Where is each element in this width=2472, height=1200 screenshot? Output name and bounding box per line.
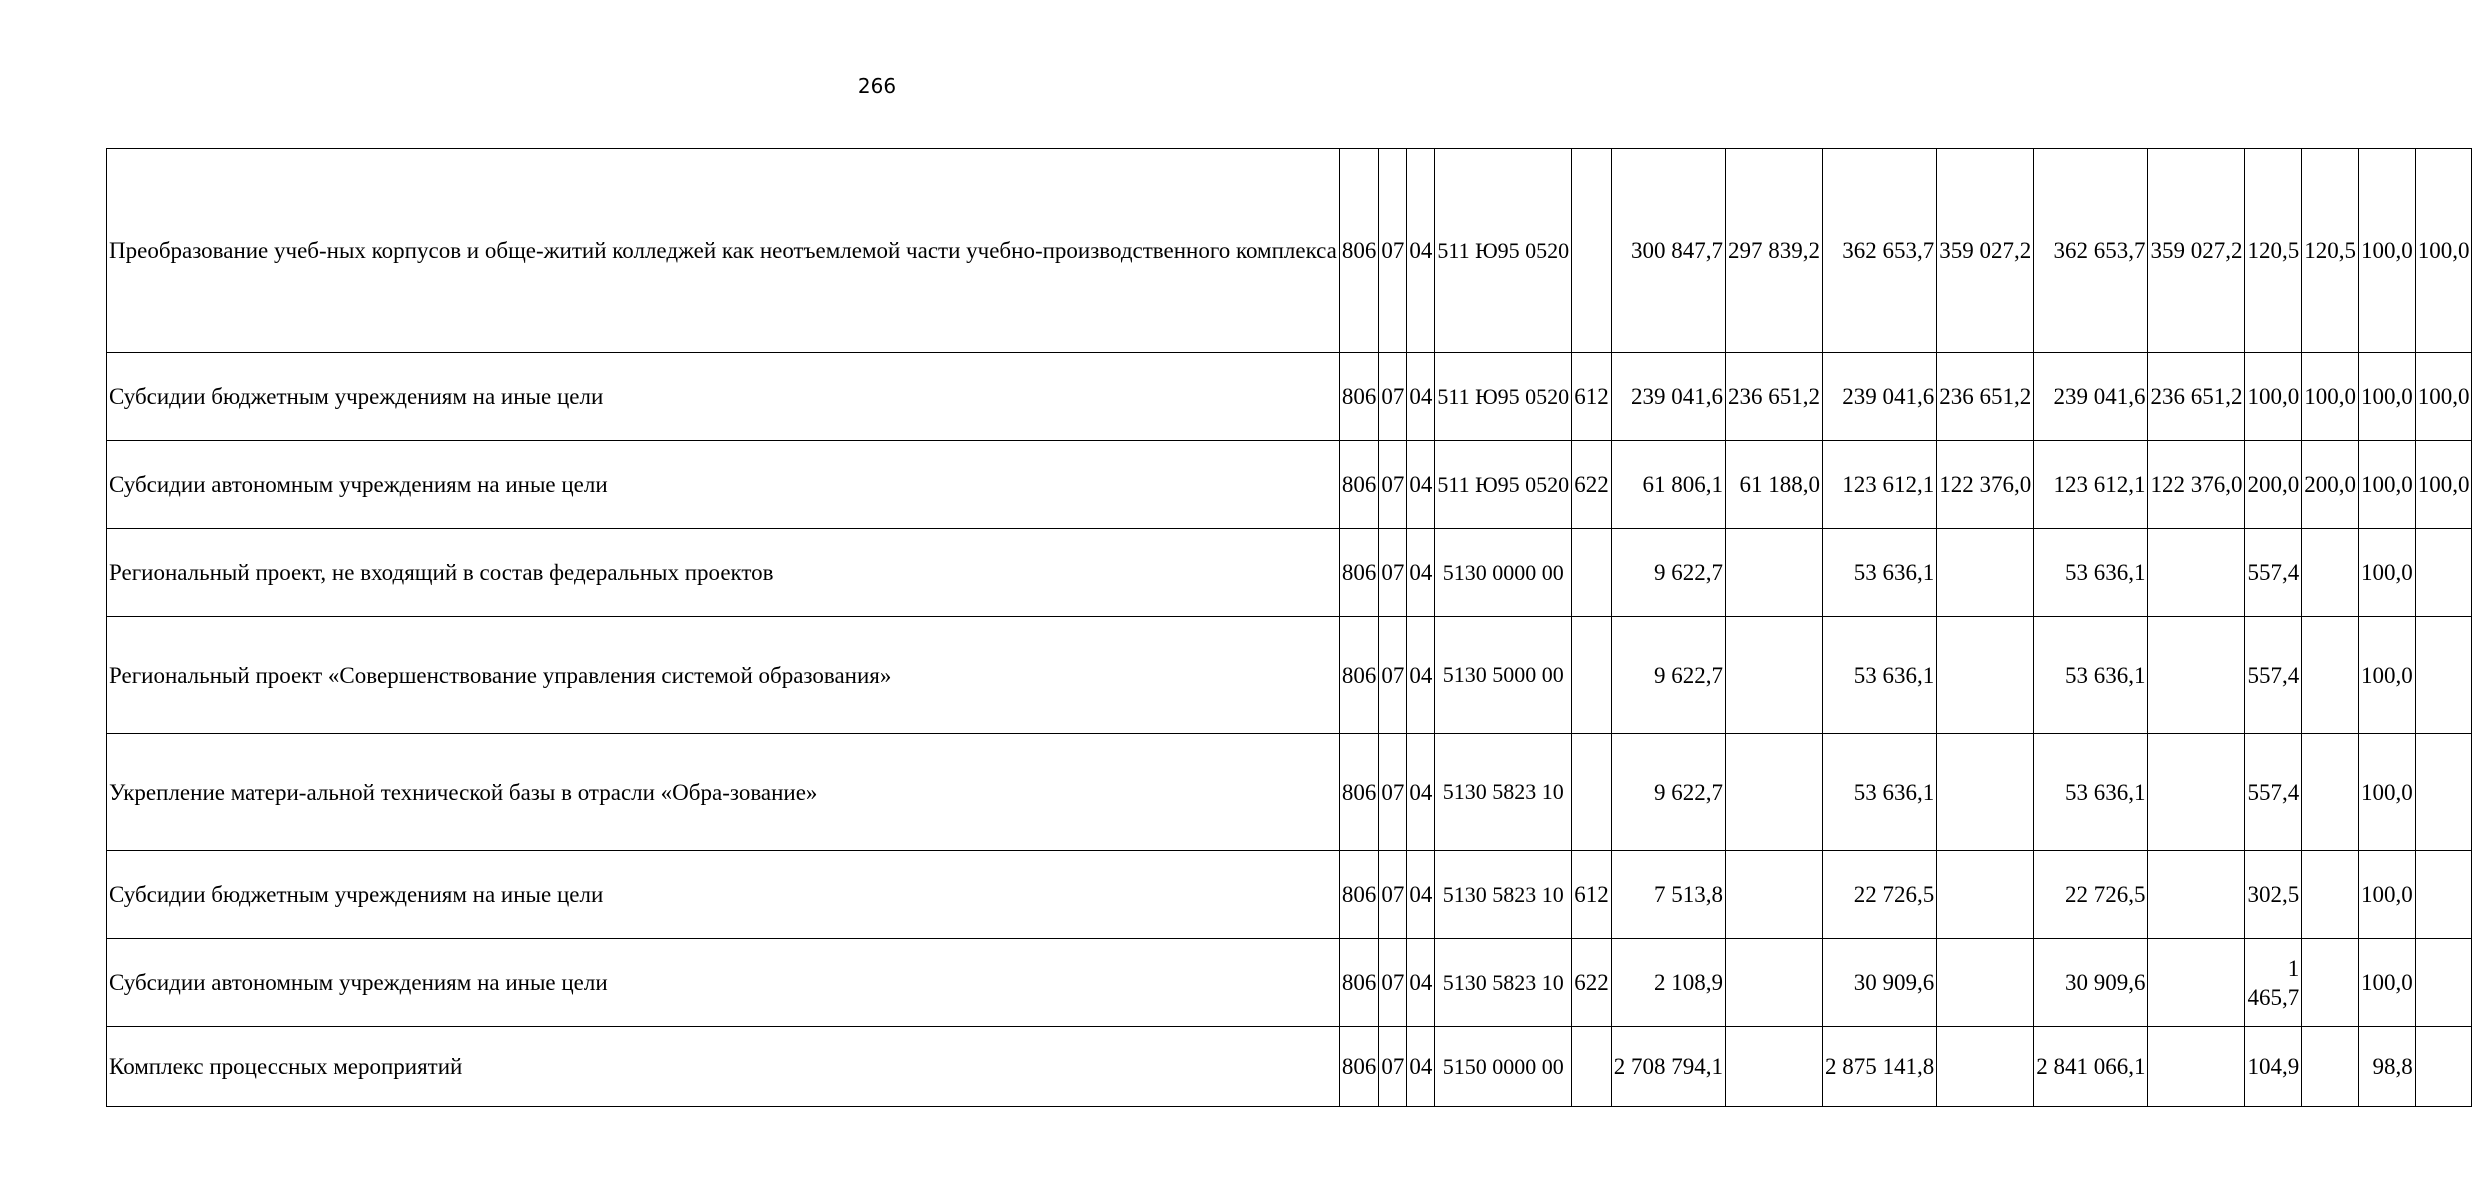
amount-5: 53 636,1 <box>2034 617 2148 734</box>
amount-4 <box>1937 734 2034 851</box>
grbs-code: 806 <box>1339 1027 1379 1107</box>
grbs-code: 806 <box>1339 939 1379 1027</box>
subsection-code: 04 <box>1407 1027 1435 1107</box>
amount-3: 53 636,1 <box>1822 617 1936 734</box>
amount-4 <box>1937 1027 2034 1107</box>
grbs-code: 806 <box>1339 149 1379 353</box>
amount-6 <box>2148 617 2245 734</box>
percent-3: 100,0 <box>2358 441 2415 529</box>
budget-table-body <box>107 149 2472 1107</box>
amount-1: 61 806,1 <box>1611 441 1725 529</box>
section-code: 07 <box>1379 529 1407 617</box>
amount-6 <box>2148 939 2245 1027</box>
amount-3: 123 612,1 <box>1822 441 1936 529</box>
section-code: 07 <box>1379 734 1407 851</box>
percent-1: 557,4 <box>2245 734 2302 851</box>
table-row <box>107 939 2472 1027</box>
amount-4 <box>1937 851 2034 939</box>
target-article-code: 5130 5823 10 <box>1435 939 1572 1027</box>
amount-6: 359 027,2 <box>2148 149 2245 353</box>
amount-2 <box>1725 851 1822 939</box>
percent-1: 1 465,7 <box>2245 939 2302 1027</box>
percent-4 <box>2415 617 2472 734</box>
percent-2 <box>2302 939 2359 1027</box>
expense-type-code <box>1572 149 1612 353</box>
grbs-code: 806 <box>1339 529 1379 617</box>
table-row <box>107 529 2472 617</box>
amount-3: 30 909,6 <box>1822 939 1936 1027</box>
section-code: 07 <box>1379 1027 1407 1107</box>
amount-5: 123 612,1 <box>2034 441 2148 529</box>
grbs-code: 806 <box>1339 734 1379 851</box>
percent-1: 302,5 <box>2245 851 2302 939</box>
amount-1: 9 622,7 <box>1611 734 1725 851</box>
expense-type-code <box>1572 617 1612 734</box>
amount-1: 2 108,9 <box>1611 939 1725 1027</box>
percent-3: 100,0 <box>2358 734 2415 851</box>
row-name: Субсидии автономным учреждениям на иные цели <box>107 939 1340 1027</box>
amount-4 <box>1937 617 2034 734</box>
amount-4: 359 027,2 <box>1937 149 2034 353</box>
table-row <box>107 441 2472 529</box>
expense-type-code: 612 <box>1572 353 1612 441</box>
target-article-code: 5130 5823 10 <box>1435 851 1572 939</box>
amount-3: 239 041,6 <box>1822 353 1936 441</box>
grbs-code: 806 <box>1339 617 1379 734</box>
percent-4: 100,0 <box>2415 353 2472 441</box>
percent-4: 100,0 <box>2415 441 2472 529</box>
percent-3: 100,0 <box>2358 851 2415 939</box>
amount-4 <box>1937 529 2034 617</box>
percent-3: 100,0 <box>2358 529 2415 617</box>
amount-3: 362 653,7 <box>1822 149 1936 353</box>
amount-1: 300 847,7 <box>1611 149 1725 353</box>
table-row <box>107 1027 2472 1107</box>
percent-4 <box>2415 851 2472 939</box>
percent-3: 100,0 <box>2358 149 2415 353</box>
expense-type-code <box>1572 529 1612 617</box>
percent-2: 100,0 <box>2302 353 2359 441</box>
amount-4: 236 651,2 <box>1937 353 2034 441</box>
percent-2 <box>2302 529 2359 617</box>
percent-4: 100,0 <box>2415 149 2472 353</box>
amount-2 <box>1725 734 1822 851</box>
row-name: Преобразование учеб-ных корпусов и обще-житий колледжей как неотъемлемой части учебно-производственного комплекса <box>107 149 1340 353</box>
amount-3: 53 636,1 <box>1822 734 1936 851</box>
percent-3: 98,8 <box>2358 1027 2415 1107</box>
amount-2: 236 651,2 <box>1725 353 1822 441</box>
percent-2: 120,5 <box>2302 149 2359 353</box>
amount-2: 61 188,0 <box>1725 441 1822 529</box>
percent-2 <box>2302 851 2359 939</box>
target-article-code: 5130 0000 00 <box>1435 529 1572 617</box>
target-article-code: 5150 0000 00 <box>1435 1027 1572 1107</box>
expense-type-code: 622 <box>1572 441 1612 529</box>
row-name: Региональный проект, не входящий в состав федеральных проектов <box>107 529 1340 617</box>
percent-4 <box>2415 939 2472 1027</box>
section-code: 07 <box>1379 149 1407 353</box>
percent-1: 120,5 <box>2245 149 2302 353</box>
amount-1: 2 708 794,1 <box>1611 1027 1725 1107</box>
amount-5: 30 909,6 <box>2034 939 2148 1027</box>
percent-1: 104,9 <box>2245 1027 2302 1107</box>
percent-1: 557,4 <box>2245 617 2302 734</box>
subsection-code: 04 <box>1407 617 1435 734</box>
percent-1: 557,4 <box>2245 529 2302 617</box>
subsection-code: 04 <box>1407 441 1435 529</box>
percent-4 <box>2415 1027 2472 1107</box>
target-article-code: 511 Ю95 0520 <box>1435 353 1572 441</box>
amount-3: 22 726,5 <box>1822 851 1936 939</box>
amount-1: 239 041,6 <box>1611 353 1725 441</box>
amount-5: 2 841 066,1 <box>2034 1027 2148 1107</box>
amount-3: 53 636,1 <box>1822 529 1936 617</box>
amount-5: 53 636,1 <box>2034 529 2148 617</box>
amount-2 <box>1725 529 1822 617</box>
section-code: 07 <box>1379 851 1407 939</box>
target-article-code: 5130 5000 00 <box>1435 617 1572 734</box>
amount-5: 53 636,1 <box>2034 734 2148 851</box>
amount-2 <box>1725 617 1822 734</box>
row-name: Укрепление матери-альной технической базы в отрасли «Обра-зование» <box>107 734 1340 851</box>
target-article-code: 5130 5823 10 <box>1435 734 1572 851</box>
amount-1: 9 622,7 <box>1611 529 1725 617</box>
subsection-code: 04 <box>1407 734 1435 851</box>
amount-2 <box>1725 939 1822 1027</box>
amount-5: 22 726,5 <box>2034 851 2148 939</box>
subsection-code: 04 <box>1407 149 1435 353</box>
budget-table <box>106 148 2472 1107</box>
expense-type-code: 622 <box>1572 939 1612 1027</box>
amount-6 <box>2148 734 2245 851</box>
grbs-code: 806 <box>1339 851 1379 939</box>
amount-6 <box>2148 529 2245 617</box>
amount-6 <box>2148 851 2245 939</box>
amount-2 <box>1725 1027 1822 1107</box>
percent-3: 100,0 <box>2358 353 2415 441</box>
table-row <box>107 734 2472 851</box>
row-name: Субсидии бюджетным учреждениям на иные цели <box>107 851 1340 939</box>
page-number: 266 <box>857 74 897 98</box>
amount-6: 236 651,2 <box>2148 353 2245 441</box>
amount-5: 239 041,6 <box>2034 353 2148 441</box>
row-name: Региональный проект «Совершенствование управления системой образования» <box>107 617 1340 734</box>
subsection-code: 04 <box>1407 529 1435 617</box>
amount-6: 122 376,0 <box>2148 441 2245 529</box>
row-name: Субсидии автономным учреждениям на иные цели <box>107 441 1340 529</box>
percent-2 <box>2302 617 2359 734</box>
amount-4: 122 376,0 <box>1937 441 2034 529</box>
section-code: 07 <box>1379 353 1407 441</box>
table-row <box>107 851 2472 939</box>
expense-type-code: 612 <box>1572 851 1612 939</box>
grbs-code: 806 <box>1339 353 1379 441</box>
amount-6 <box>2148 1027 2245 1107</box>
section-code: 07 <box>1379 441 1407 529</box>
percent-2 <box>2302 1027 2359 1107</box>
amount-3: 2 875 141,8 <box>1822 1027 1936 1107</box>
percent-1: 200,0 <box>2245 441 2302 529</box>
section-code: 07 <box>1379 617 1407 734</box>
amount-1: 9 622,7 <box>1611 617 1725 734</box>
expense-type-code <box>1572 1027 1612 1107</box>
subsection-code: 04 <box>1407 851 1435 939</box>
table-row <box>107 617 2472 734</box>
percent-4 <box>2415 734 2472 851</box>
subsection-code: 04 <box>1407 939 1435 1027</box>
subsection-code: 04 <box>1407 353 1435 441</box>
table-row <box>107 353 2472 441</box>
target-article-code: 511 Ю95 0520 <box>1435 441 1572 529</box>
percent-1: 100,0 <box>2245 353 2302 441</box>
percent-2 <box>2302 734 2359 851</box>
row-name: Комплекс процессных мероприятий <box>107 1027 1340 1107</box>
row-name: Субсидии бюджетным учреждениям на иные цели <box>107 353 1340 441</box>
amount-2: 297 839,2 <box>1725 149 1822 353</box>
amount-5: 362 653,7 <box>2034 149 2148 353</box>
percent-2: 200,0 <box>2302 441 2359 529</box>
section-code: 07 <box>1379 939 1407 1027</box>
expense-type-code <box>1572 734 1612 851</box>
table-row <box>107 149 2472 353</box>
amount-1: 7 513,8 <box>1611 851 1725 939</box>
percent-4 <box>2415 529 2472 617</box>
grbs-code: 806 <box>1339 441 1379 529</box>
percent-3: 100,0 <box>2358 617 2415 734</box>
percent-3: 100,0 <box>2358 939 2415 1027</box>
target-article-code: 511 Ю95 0520 <box>1435 149 1572 353</box>
amount-4 <box>1937 939 2034 1027</box>
